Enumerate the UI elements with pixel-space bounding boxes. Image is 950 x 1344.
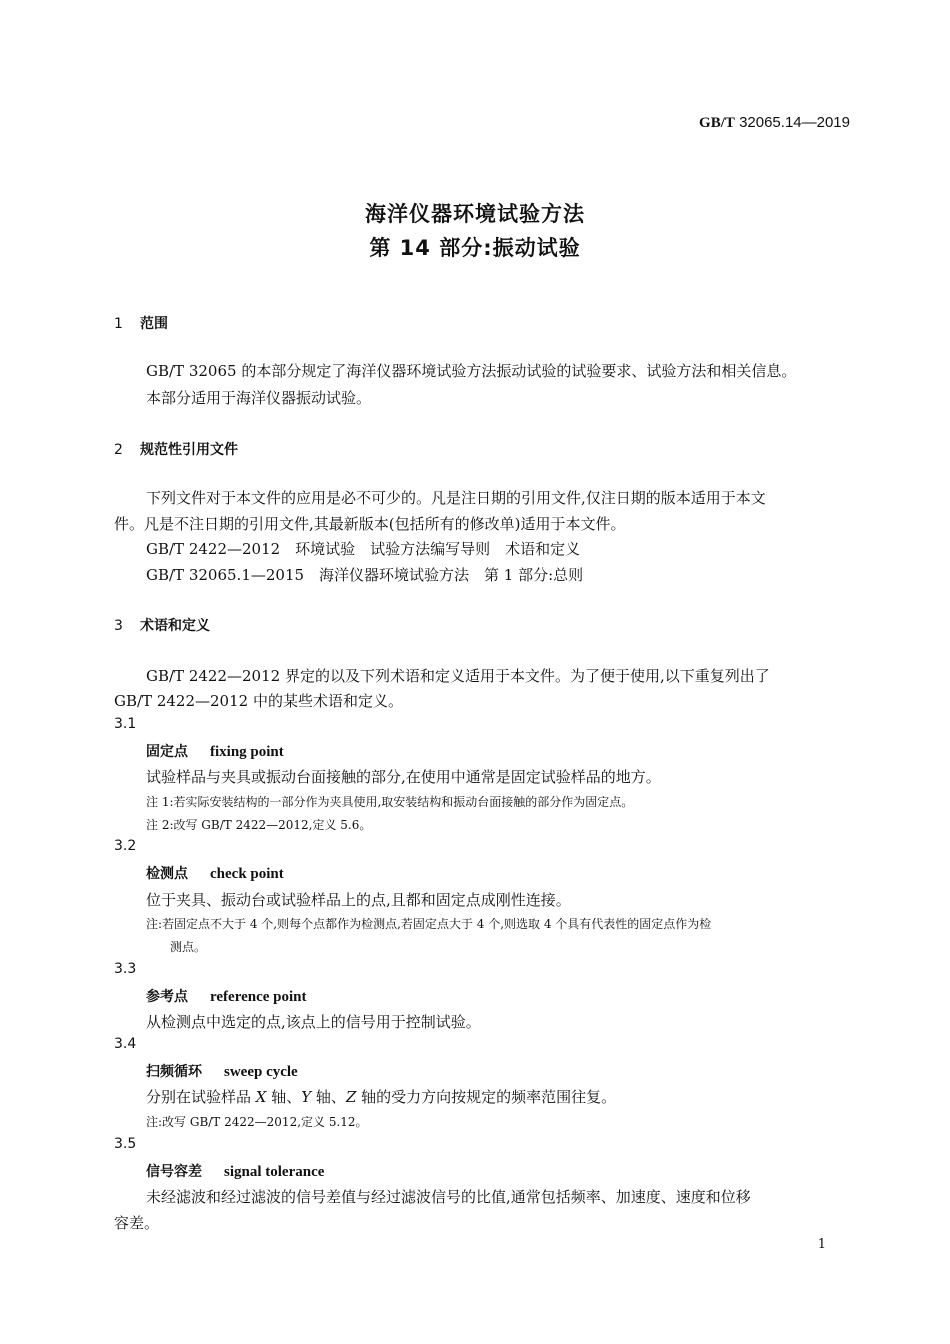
standard-prefix: GB/T [699, 115, 735, 131]
clause-number: 3.1 [114, 716, 137, 732]
section-number: 2 [114, 442, 123, 458]
note: 注 2:改写 GB/T 2422—2012,定义 5.6。 [146, 818, 372, 832]
document-subtitle: 第 14 部分:振动试验 [369, 236, 581, 260]
term-zh: 固定点 [146, 744, 188, 760]
section-3-heading [114, 615, 210, 635]
text: 轴的受力方向按规定的频率范围往复。 [356, 1088, 617, 1106]
term-zh: 参考点 [146, 989, 188, 1005]
section-1-heading [114, 313, 168, 333]
document-title: 海洋仪器环境试验方法 [365, 202, 585, 226]
section-title: 规范性引用文件 [140, 442, 238, 458]
axis-y: Y [301, 1088, 312, 1106]
page-number: 1 [817, 1237, 826, 1252]
section-title: 范围 [140, 316, 168, 332]
clause-number: 3.5 [114, 1136, 137, 1152]
paragraph: GB/T 2422—2012 中的某些术语和定义。 [114, 692, 403, 710]
term-en: fixing point [210, 744, 284, 760]
section-number: 3 [114, 618, 123, 634]
clause-number: 3.3 [114, 961, 137, 977]
term-heading [146, 986, 307, 1006]
note: 注:改写 GB/T 2422—2012,定义 5.12。 [146, 1115, 368, 1129]
note: 注:若固定点不大于 4 个,则每个点都作为检测点,若固定点大于 4 个,则选取 4 个具有代表性的固定点作为检 [146, 917, 712, 931]
term-en: sweep cycle [224, 1064, 298, 1080]
section-title: 术语和定义 [140, 618, 210, 634]
paragraph: 件。凡是不注日期的引用文件,其最新版本(包括所有的修改单)适用于本文件。 [114, 515, 626, 533]
standard-code [699, 114, 850, 132]
term-zh: 扫频循环 [146, 1064, 202, 1080]
reference-item: GB/T 32065.1—2015 海洋仪器环境试验方法 第 1 部分:总则 [146, 566, 584, 584]
term-en: signal tolerance [224, 1164, 325, 1180]
term-definition: 试验样品与夹具或振动台面接触的部分,在使用中通常是固定试验样品的地方。 [146, 768, 661, 786]
text: 分别在试验样品 [146, 1088, 256, 1106]
term-heading [146, 863, 284, 883]
term-heading [146, 1161, 324, 1181]
axis-z: Z [345, 1088, 357, 1106]
term-en: reference point [210, 989, 307, 1005]
clause-number: 3.4 [114, 1036, 137, 1052]
text: 轴、 [311, 1088, 346, 1106]
term-heading [146, 741, 284, 761]
term-en: check point [210, 866, 284, 882]
term-definition: 未经滤波和经过滤波的信号差值与经过滤波信号的比值,通常包括频率、加速度、速度和位移 [146, 1188, 751, 1206]
paragraph: 下列文件对于本文件的应用是必不可少的。凡是注日期的引用文件,仅注日期的版本适用于本文 [146, 489, 766, 507]
term-definition [146, 1086, 616, 1107]
term-definition-continuation: 容差。 [114, 1214, 160, 1232]
paragraph: GB/T 2422—2012 界定的以及下列术语和定义适用于本文件。为了便于使用,以下重复列出了 [146, 667, 770, 685]
term-definition: 从检测点中选定的点,该点上的信号用于控制试验。 [146, 1013, 481, 1031]
section-2-heading [114, 439, 238, 459]
axis-x: X [255, 1088, 267, 1106]
section-number: 1 [114, 316, 123, 332]
term-definition: 位于夹具、振动台或试验样品上的点,且都和固定点成刚性连接。 [146, 891, 571, 909]
term-heading [146, 1061, 298, 1081]
term-zh: 信号容差 [146, 1164, 202, 1180]
clause-number: 3.2 [114, 838, 137, 854]
note: 注 1:若实际安装结构的一部分作为夹具使用,取安装结构和振动台面接触的部分作为固定点。 [146, 795, 634, 809]
note-continuation: 测点。 [170, 940, 207, 954]
paragraph: GB/T 32065 的本部分规定了海洋仪器环境试验方法振动试验的试验要求、试验方法和相关信息。 [146, 362, 797, 380]
text: 轴、 [266, 1088, 302, 1106]
standard-number: 32065.14—2019 [739, 114, 850, 131]
paragraph: 本部分适用于海洋仪器振动试验。 [146, 389, 372, 407]
term-zh: 检测点 [146, 866, 188, 882]
reference-item: GB/T 2422—2012 环境试验 试验方法编写导则 术语和定义 [146, 540, 581, 558]
